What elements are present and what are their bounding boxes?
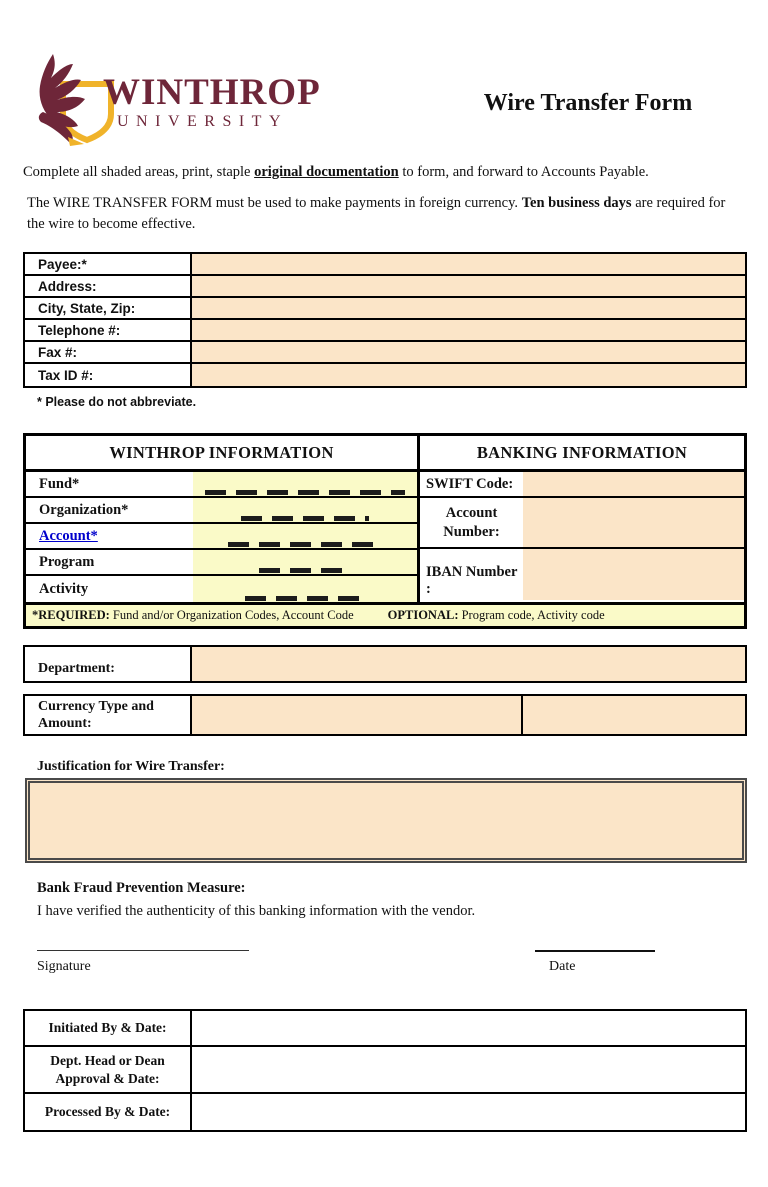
instruction-2-text: The WIRE TRANSFER FORM must be used to make payments in foreign currency. xyxy=(27,195,522,211)
table-row xyxy=(25,1011,745,1047)
department-input[interactable] xyxy=(192,647,745,681)
winthrop-information-header: WINTHROP INFORMATION xyxy=(26,436,417,472)
organization-label: Organization* xyxy=(26,498,193,522)
table-row xyxy=(25,298,745,320)
table-row xyxy=(25,364,745,386)
iban-number-input[interactable] xyxy=(523,549,744,600)
account-link[interactable]: Account* xyxy=(39,527,98,544)
activity-label: Activity xyxy=(26,576,193,602)
instruction-line-1 xyxy=(23,164,747,181)
approvals-table xyxy=(23,1009,747,1132)
account-number-label: Account Number: xyxy=(420,498,523,547)
activity-input[interactable] xyxy=(193,576,417,602)
tax-id-label: Tax ID #: xyxy=(25,364,192,386)
required-optional-note xyxy=(26,602,744,626)
wire-transfer-form-page xyxy=(0,52,768,1132)
information-table xyxy=(23,433,747,629)
logo-name: WINTHROP xyxy=(103,72,321,113)
fund-label: Fund* xyxy=(26,472,193,496)
payee-label: Payee:* xyxy=(25,254,192,274)
address-input[interactable] xyxy=(192,276,745,296)
table-row xyxy=(26,524,417,550)
city-state-zip-label: City, State, Zip: xyxy=(25,298,192,318)
department-label: Department: xyxy=(25,647,192,681)
instruction-2-text-end: are required for the wire to become effective. xyxy=(27,195,726,233)
fax-input[interactable] xyxy=(192,342,745,362)
table-row xyxy=(420,498,744,549)
swift-code-input[interactable] xyxy=(523,472,744,496)
swift-code-label: SWIFT Code: xyxy=(420,472,523,496)
logo-subtitle: UNIVERSITY xyxy=(117,113,288,130)
telephone-input[interactable] xyxy=(192,320,745,340)
fax-label: Fax #: xyxy=(25,342,192,362)
form-header xyxy=(23,52,747,148)
currency-type-amount-label: Currency Type and Amount: xyxy=(25,696,192,734)
table-row xyxy=(26,498,417,524)
signature-block xyxy=(23,950,747,975)
program-input[interactable] xyxy=(193,550,417,574)
program-label: Program xyxy=(26,550,193,574)
logo-wordmark xyxy=(103,74,321,130)
program-blank-dashes xyxy=(259,568,351,573)
department-table xyxy=(23,645,747,683)
table-row xyxy=(25,342,745,364)
tax-id-input[interactable] xyxy=(192,364,745,386)
banking-information-header: BANKING INFORMATION xyxy=(420,436,744,472)
banking-information-section xyxy=(420,436,744,602)
account-number-input[interactable] xyxy=(523,498,744,547)
abbreviation-footnote: * Please do not abbreviate. xyxy=(37,395,197,410)
table-row xyxy=(420,549,744,600)
date-area xyxy=(535,950,655,975)
table-row xyxy=(25,276,745,298)
table-row xyxy=(25,1094,745,1130)
account-blank-dashes xyxy=(228,542,383,547)
date-line[interactable] xyxy=(535,950,655,952)
telephone-label: Telephone #: xyxy=(25,320,192,340)
city-state-zip-input[interactable] xyxy=(192,298,745,318)
initiated-by-label: Initiated By & Date: xyxy=(25,1011,192,1045)
instruction-1-emphasis: original documentation xyxy=(254,164,399,180)
bank-fraud-heading: Bank Fraud Prevention Measure: xyxy=(37,880,246,897)
processed-by-input[interactable] xyxy=(192,1094,745,1130)
currency-table xyxy=(23,694,747,736)
winthrop-information-section xyxy=(26,436,420,602)
table-row xyxy=(25,647,745,681)
table-row xyxy=(25,1047,745,1094)
dept-head-approval-label: Dept. Head or Dean Approval & Date: xyxy=(25,1047,192,1092)
organization-blank-dashes xyxy=(241,516,369,521)
signature-line[interactable] xyxy=(37,950,249,951)
instruction-line-2 xyxy=(23,193,747,235)
fund-blank-dashes xyxy=(205,490,405,495)
page-title: Wire Transfer Form xyxy=(483,90,693,116)
signature-area xyxy=(37,950,249,975)
justification-label: Justification for Wire Transfer: xyxy=(37,759,225,775)
table-row xyxy=(420,472,744,498)
required-note-label: *REQUIRED: xyxy=(32,608,110,623)
bank-fraud-statement: I have verified the authenticity of this banking information with the vendor. xyxy=(37,903,476,920)
initiated-by-input[interactable] xyxy=(192,1011,745,1045)
signature-label: Signature xyxy=(37,959,91,975)
account-input[interactable] xyxy=(193,524,417,548)
justification-input[interactable] xyxy=(25,778,747,863)
table-row xyxy=(25,696,745,734)
table-row xyxy=(26,550,417,576)
fund-input[interactable] xyxy=(193,472,417,496)
payee-table xyxy=(23,252,747,388)
date-label: Date xyxy=(549,959,576,975)
optional-note-label: OPTIONAL: xyxy=(387,608,459,623)
table-row xyxy=(25,320,745,342)
instruction-1-text: Complete all shaded areas, print, staple xyxy=(23,164,255,180)
dept-head-approval-input[interactable] xyxy=(192,1047,745,1092)
table-row xyxy=(26,576,417,602)
required-note-text: Fund and/or Organization Codes, Account Code xyxy=(109,608,354,623)
activity-blank-dashes xyxy=(245,596,365,601)
instruction-1-text-end: to form, and forward to Accounts Payable. xyxy=(398,164,649,180)
address-label: Address: xyxy=(25,276,192,296)
optional-note-text: Program code, Activity code xyxy=(458,608,605,623)
table-row xyxy=(25,254,745,276)
payee-input[interactable] xyxy=(192,254,745,274)
iban-number-label: IBAN Number : xyxy=(420,549,523,600)
processed-by-label: Processed By & Date: xyxy=(25,1094,192,1130)
organization-input[interactable] xyxy=(193,498,417,522)
table-row xyxy=(26,472,417,498)
currency-amount-input[interactable] xyxy=(523,696,745,734)
instruction-2-emphasis: Ten business days xyxy=(521,195,632,211)
currency-type-input[interactable] xyxy=(192,696,523,734)
